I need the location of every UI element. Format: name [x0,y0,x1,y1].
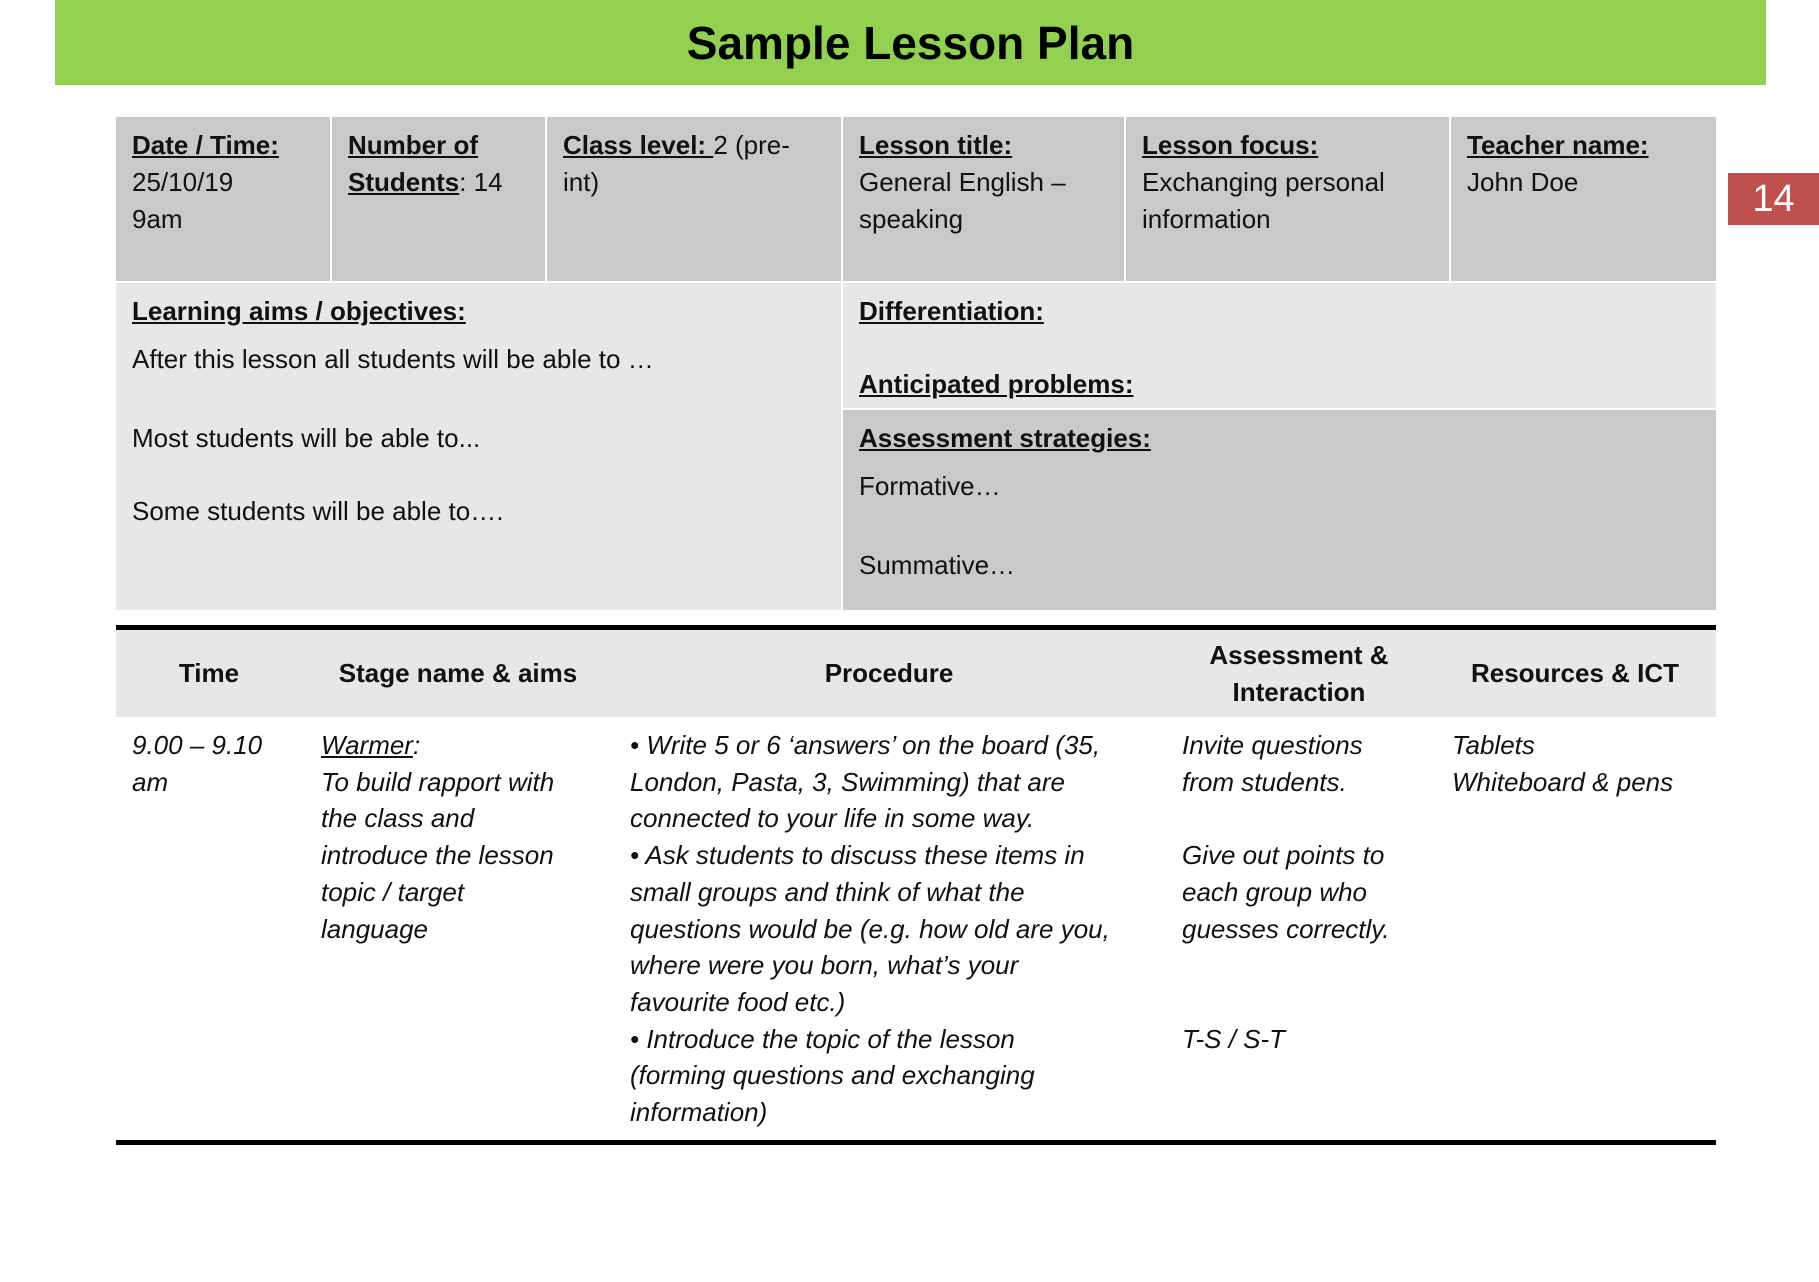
lesson-title-value-line1: General English – [859,167,1066,197]
students-label-line1: Number of [348,130,478,160]
procedure-step: • Introduce the topic of the lesson [630,1023,1015,1054]
formative-text: Formative… [859,471,1001,501]
row-resources-cell: Tablets Whiteboard & pens [1452,730,1674,797]
number-of-students-cell [332,117,545,281]
procedure-step: • Ask students to discuss these items in [630,840,1085,871]
aims-most-students: Most students will be able to... [132,423,481,453]
row-time-cell: 9.00 – 9.10 am [132,730,263,797]
summative-text: Summative… [859,550,1016,580]
aims-all-students: After this lesson all students will be able to … [132,344,654,374]
table-bottom-rule [116,1140,1716,1145]
teacher-name-cell [1451,117,1716,281]
row-procedure-cell: • Write 5 or 6 ‘answers’ on the board (35, London, Pasta, 3, Swimming) that are connected to your life in some way. • Ask students to discuss these items in small groups and think of what the questions would be (e.g. how old are you, where were you born, what’s your favourite food etc.) • Introduce the topic of the lesson (forming questions and exchanging information) [630,727,1164,1131]
date-value: 25/10/19 [132,167,234,197]
header-assessment: Assessment & Interaction [1164,630,1434,717]
aims-some-students: Some students will be able to…. [132,496,504,526]
teacher-name-label: Teacher name: [1467,130,1649,160]
time-value: 9am [132,204,183,234]
page-number-badge: 14 [1728,173,1819,225]
date-time-cell [116,117,330,281]
row-assessment-cell: Invite questions from students. Give out points to each group who guesses correctly. T-S / S-T [1182,730,1390,1054]
assessment-strategies-label: Assessment strategies: [859,423,1151,453]
class-level-value-line1: 2 (pre- [713,130,790,160]
lesson-focus-label: Lesson focus: [1142,130,1319,160]
students-value: : 14 [459,167,503,197]
lesson-title-label: Lesson title: [859,130,1013,160]
procedure-step: • Write 5 or 6 ‘answers’ on the board (35, [630,730,1101,760]
row-stage-cell: Warmer: To build rapport with the class and introduce the lesson topic / target language [321,730,555,944]
title-bar [55,0,1766,85]
learning-aims-label: Learning aims / objectives: [132,296,466,326]
header-stage: Stage name & aims [302,630,614,717]
header-resources: Resources & ICT [1434,630,1716,717]
lesson-title-value-line2: speaking [859,204,964,234]
lesson-focus-value-line1: Exchanging personal [1142,167,1385,197]
class-level-label: Class level: [563,130,714,160]
class-level-cell [547,117,841,281]
lesson-focus-value-line2: information [1142,204,1271,234]
anticipated-problems-label: Anticipated problems: [859,369,1134,399]
lesson-title-cell [843,117,1124,281]
learning-aims-cell [116,283,841,610]
header-time: Time [116,630,302,717]
students-label-line2: Students [348,167,460,197]
teacher-name-value: John Doe [1467,167,1579,197]
stage-name: Warmer [321,730,413,760]
assessment-strategies-cell [843,410,1716,610]
differentiation-label: Differentiation: [859,296,1044,326]
page-title: Sample Lesson Plan [686,16,1135,69]
class-level-value-line2: int) [563,167,600,197]
header-procedure: Procedure [614,630,1164,717]
differentiation-cell [843,283,1716,408]
date-time-label: Date / Time: [132,130,279,160]
lesson-focus-cell [1126,117,1449,281]
